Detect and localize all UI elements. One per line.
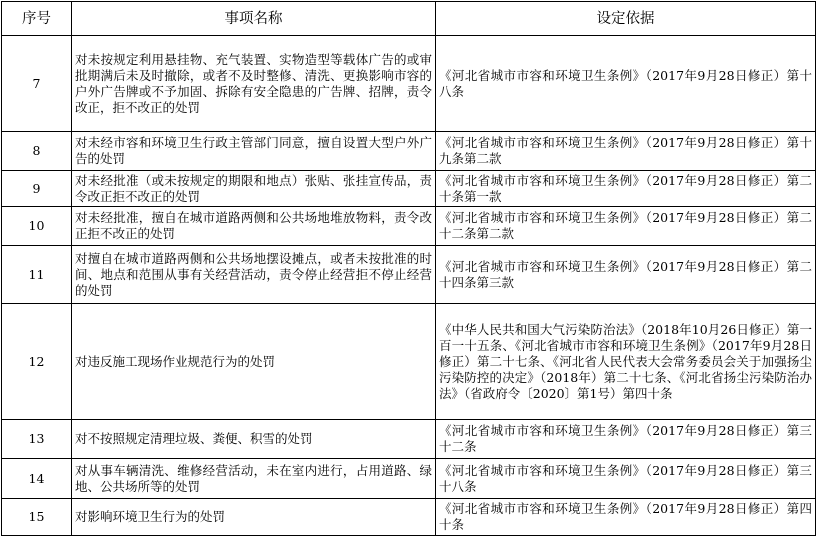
regulation-table — [1, 1, 816, 536]
row-item-name: 对违反施工现场作业规范行为的处罚 — [72, 304, 436, 420]
row-serial-number: 14 — [2, 459, 72, 499]
table-row — [2, 207, 816, 246]
row-item-name: 对未按规定利用悬挂物、充气装置、实物造型等载体广告的或审批期满后未及时撤除，或者不及时整修、清洗、更换影响市容的户外广告牌或不予加固、拆除有安全隐患的广告牌、招牌，责令改正，拒不改正的处罚 — [72, 36, 436, 132]
table-row — [2, 459, 816, 499]
row-serial-number: 9 — [2, 171, 72, 207]
row-serial-number: 11 — [2, 246, 72, 304]
row-serial-number: 7 — [2, 36, 72, 132]
row-item-name: 对不按照规定清理垃圾、粪便、积雪的处罚 — [72, 420, 436, 459]
row-item-name: 对未经市容和环境卫生行政主管部门同意，擅自设置大型户外广告的处罚 — [72, 132, 436, 171]
header-legal-basis: 设定依据 — [436, 2, 816, 36]
row-legal-basis: 《河北省城市市容和环境卫生条例》（2017年9月28日修正）第三十二条 — [436, 420, 816, 459]
table-row — [2, 304, 816, 420]
row-serial-number: 12 — [2, 304, 72, 420]
row-legal-basis: 《河北省城市市容和环境卫生条例》（2017年9月28日修正）第二十条第一款 — [436, 171, 816, 207]
row-serial-number: 10 — [2, 207, 72, 246]
row-serial-number: 8 — [2, 132, 72, 171]
table-row — [2, 246, 816, 304]
row-legal-basis: 《河北省城市市容和环境卫生条例》（2017年9月28日修正）第十九条第二款 — [436, 132, 816, 171]
row-legal-basis: 《河北省城市市容和环境卫生条例》（2017年9月28日修正）第三十八条 — [436, 459, 816, 499]
row-legal-basis: 《河北省城市市容和环境卫生条例》（2017年9月28日修正）第二十四条第三款 — [436, 246, 816, 304]
table-row — [2, 132, 816, 171]
row-item-name: 对擅自在城市道路两侧和公共场地摆设摊点，或者未按批准的时间、地点和范围从事有关经营活动，责令停止经营拒不停止经营的处罚 — [72, 246, 436, 304]
row-legal-basis: 《河北省城市市容和环境卫生条例》（2017年9月28日修正）第十八条 — [436, 36, 816, 132]
header-serial-number: 序号 — [2, 2, 72, 36]
row-legal-basis: 《河北省城市市容和环境卫生条例》（2017年9月28日修正）第四十条 — [436, 499, 816, 536]
table-row — [2, 171, 816, 207]
row-item-name: 对从事车辆清洗、维修经营活动，未在室内进行，占用道路、绿地、公共场所等的处罚 — [72, 459, 436, 499]
table-row — [2, 420, 816, 459]
row-serial-number: 15 — [2, 499, 72, 536]
row-item-name: 对影响环境卫生行为的处罚 — [72, 499, 436, 536]
row-legal-basis: 《河北省城市市容和环境卫生条例》（2017年9月28日修正）第二十二条第二款 — [436, 207, 816, 246]
row-item-name: 对未经批准，擅自在城市道路两侧和公共场地堆放物料，责令改正拒不改正的处罚 — [72, 207, 436, 246]
table-row — [2, 499, 816, 536]
table-row — [2, 36, 816, 132]
row-legal-basis: 《中华人民共和国大气污染防治法》（2018年10月26日修正）第一百一十五条、《河北省城市市容和环境卫生条例》（2017年9月28日修正）第二十七条、《河北省人民代表大会常务委员会关于加强扬尘污染防控的决定》（2018年）第二十七条、《河北省扬尘污染防治办法》（省政府令〔2020〕第1号）第四十条 — [436, 304, 816, 420]
header-item-name: 事项名称 — [72, 2, 436, 36]
row-item-name: 对未经批准（或未按规定的期限和地点）张贴、张挂宣传品，责令改正拒不改正的处罚 — [72, 171, 436, 207]
table-header-row — [2, 2, 816, 36]
row-serial-number: 13 — [2, 420, 72, 459]
